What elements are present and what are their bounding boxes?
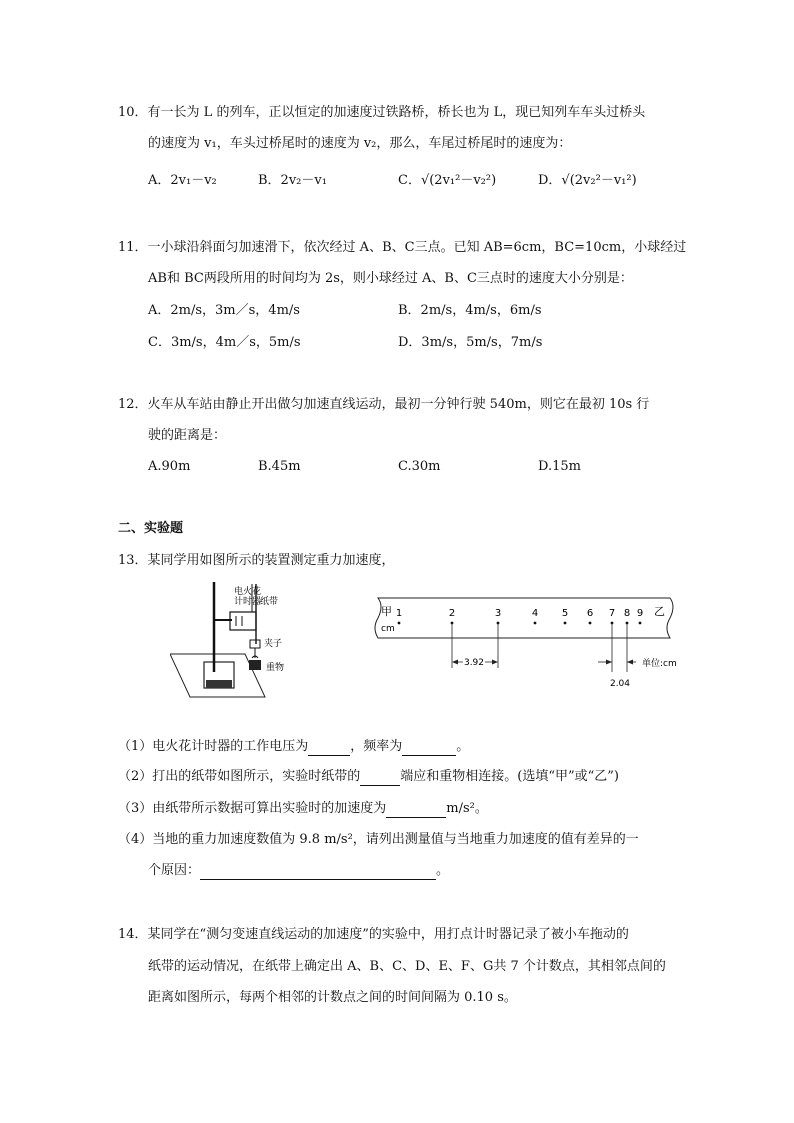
tape-point-dot-3	[497, 622, 500, 625]
answer-blank-reason[interactable]	[200, 865, 436, 880]
unit-label: 单位:cm	[642, 659, 677, 669]
q13-sub2-text-b: 端应和重物相连接。(选填“甲”或“乙”)	[400, 769, 620, 784]
timer-label-2: 计时器	[234, 597, 262, 607]
tape-right-label: 乙	[654, 605, 665, 618]
tape-figure	[370, 596, 690, 692]
tape-point-label-1: 1	[395, 608, 403, 619]
q10-option-a[interactable]: A．2v₁－v₂	[148, 173, 217, 188]
tape-points	[396, 608, 643, 624]
apparatus-figure	[170, 582, 300, 707]
timer-label-1: 电火花	[234, 587, 262, 597]
q12-line1: 12．火车从车站由静止开出做匀加速直线运动，最初一分钟行驶 540m，则它在最初 10s 行	[118, 397, 650, 412]
tape-point-label-9: 9	[636, 608, 644, 619]
tape-point-dot-5	[564, 622, 567, 625]
tape-point-label-3: 3	[494, 608, 502, 619]
q13-sub1-text-c: 。	[456, 739, 470, 754]
tape-point-label-4: 4	[531, 608, 539, 619]
q10-option-c[interactable]: C．√(2v₁²－v₂²)	[398, 173, 497, 188]
answer-blank-voltage[interactable]	[308, 741, 350, 756]
tape-point-label-8: 8	[623, 608, 631, 619]
tape-label: 纸带	[260, 597, 279, 607]
q12-option-a[interactable]: A.90m	[148, 459, 191, 474]
answer-blank-end[interactable]	[360, 771, 400, 786]
q14-line1: 14．某同学在“测匀变速直线运动的加速度”的实验中，用打点计时器记录了被小车拖动的	[118, 927, 629, 942]
q11-option-c[interactable]: C．3m/s，4m／s，5m/s	[148, 335, 301, 350]
q13-sub1-text-b: ，频率为	[350, 739, 403, 754]
clip	[250, 640, 260, 648]
q13-sub1	[118, 738, 469, 756]
q14-line2: 纸带的运动情况，在纸带上确定出 A、B、C、D、E、F、G共 7 个计数点，其相邻点间的	[148, 959, 666, 974]
q10-option-b[interactable]: B．2v₂－v₁	[258, 173, 327, 188]
q12-option-c[interactable]: C.30m	[398, 459, 441, 474]
tape-point-dot-4	[534, 622, 537, 625]
q13-sub4-line2	[148, 862, 449, 880]
section-title: 二、实验题	[118, 521, 184, 536]
tape-point-dot-2	[451, 622, 454, 625]
q13-sub4-text-b: 。	[436, 863, 450, 878]
tape-point-label-2: 2	[448, 608, 456, 619]
q13-sub4-text-a: 个原因：	[148, 863, 201, 878]
weight	[249, 660, 261, 670]
q13-sub3-text-b: m/s²。	[446, 801, 488, 816]
tape-point-dot-6	[589, 622, 592, 625]
tape-left-label: 甲	[381, 605, 392, 618]
timer-body	[230, 612, 256, 630]
q11-option-a[interactable]: A．2m/s，3m／s，4m/s	[148, 303, 300, 318]
q12-line2: 驶的距离是：	[148, 428, 227, 443]
q14-line3: 距离如图所示，每两个相邻的计数点之间的时间间隔为 0.10 s。	[148, 990, 517, 1005]
q11-option-b[interactable]: B．2m/s，4m/s，6m/s	[398, 303, 542, 318]
answer-blank-acceleration[interactable]	[386, 803, 446, 818]
q13-stem: 13．某同学用如图所示的装置测定重力加速度，	[118, 553, 395, 568]
dist-label-1: 3.92	[463, 658, 485, 668]
tape-point-dot-9	[639, 622, 642, 625]
tape-point-dot-7	[611, 622, 614, 625]
tape-point-label-7: 7	[608, 608, 616, 619]
q10-option-d[interactable]: D．√(2v₂²－v₁²)	[538, 173, 637, 188]
q10-line2: 的速度为 v₁，车头过桥尾时的速度为 v₂，那么，车尾过桥尾时的速度为：	[148, 136, 572, 151]
q13-sub2-text-a: （2）打出的纸带如图所示，实验时纸带的	[118, 769, 361, 784]
q11-option-d[interactable]: D．3m/s，5m/s，7m/s	[398, 335, 543, 350]
answer-blank-frequency[interactable]	[402, 741, 456, 756]
clip-label: 夹子	[264, 639, 283, 649]
q10-line1: 10．有一长为 L 的列车，正以恒定的加速度过铁路桥，桥长也为 L，现已知列车车头过桥头	[118, 105, 646, 120]
tape-point-dot-8	[626, 622, 629, 625]
tape-point-label-5: 5	[561, 608, 569, 619]
tape-cm-label: cm	[381, 624, 395, 634]
q12-option-b[interactable]: B.45m	[258, 459, 301, 474]
dist-label-2: 2.04	[609, 679, 631, 689]
q13-sub3	[118, 800, 488, 818]
q12-option-d[interactable]: D.15m	[538, 459, 581, 474]
weight-label: 重物	[266, 663, 285, 673]
q11-line1: 11．一小球沿斜面匀加速滑下，依次经过 A、B、C三点。已知 AB=6cm，BC=10cm，小球经过	[118, 240, 687, 255]
tape-point-dot-1	[398, 622, 401, 625]
q13-sub2	[118, 768, 619, 786]
q11-line2: AB和 BC两段所用的时间均为 2s，则小球经过 A、B、C三点时的速度大小分别是：	[148, 271, 633, 286]
q13-sub1-text-a: （1）电火花计时器的工作电压为	[118, 739, 309, 754]
q13-sub4-line1: （4）当地的重力加速度数值为 9.8 m/s²，请列出测量值与当地重力加速度的值有差异的一	[118, 832, 639, 847]
stand-base-shade	[206, 680, 232, 688]
tape-point-label-6: 6	[586, 608, 594, 619]
q13-sub3-text-a: （3）由纸带所示数据可算出实验时的加速度为	[118, 801, 387, 816]
